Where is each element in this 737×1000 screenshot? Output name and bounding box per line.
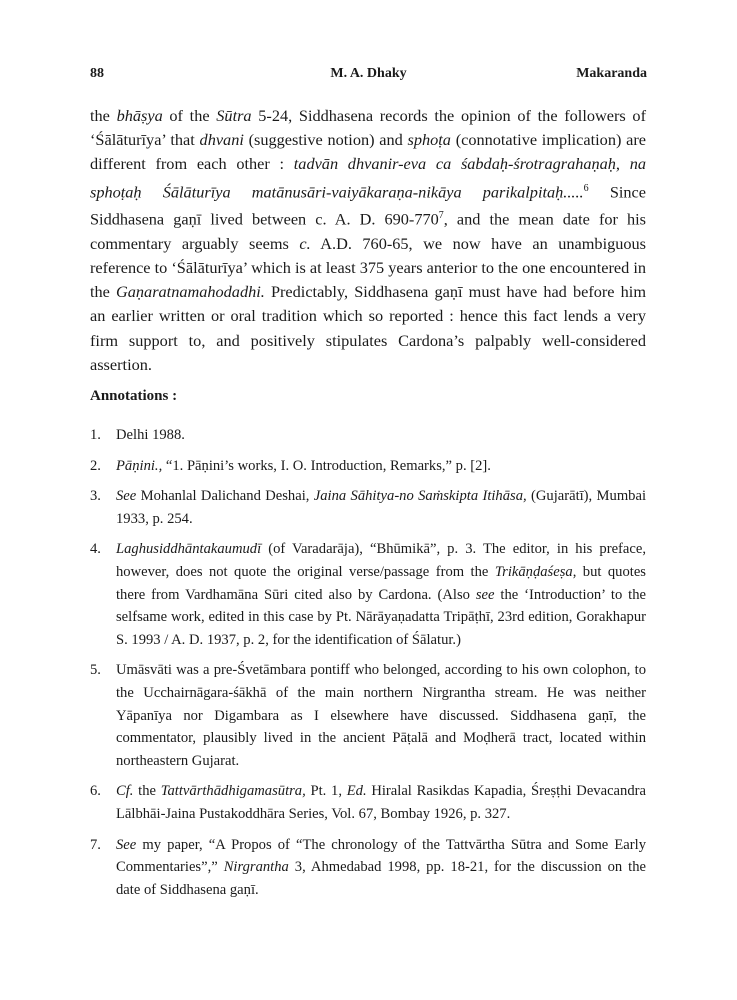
journal-name: Makaranda <box>576 66 647 81</box>
text-run: the <box>90 106 117 125</box>
italic-text: See <box>116 836 137 853</box>
paragraph-text <box>90 104 646 377</box>
text-run: Mohanlal Dalichand Deshai, <box>136 488 314 505</box>
annotation-number: 6. <box>90 783 101 800</box>
body-paragraph <box>90 104 646 377</box>
annotation-text <box>116 485 646 530</box>
annotation-item <box>90 780 646 825</box>
annotation-text <box>116 424 646 447</box>
text-run: “1. Pāṇini’s works, I. O. Introduction, Remarks,” p. [2]. <box>162 457 491 474</box>
italic-text: Tattvārthādhigamasūtra, <box>160 783 306 800</box>
annotation-text <box>116 780 646 825</box>
text-run: Umāsvāti was a pre-Śvetāmbara pontiff who belonged, according to his own colophon, to the Ucchairnāgara-śākhā of the main northern Nirgrantha stream. He was neither Yāpanīya nor Digambara as I elsewhere have discussed. Siddhasena gaṇī, the commentator, plausibly lived in the ancient Pāṭalā and Moḍherā tract, located within northeastern Gujarat. <box>116 662 646 769</box>
annotations-heading: Annotations : <box>90 388 178 404</box>
annotation-number: 3. <box>90 488 101 505</box>
annotation-item <box>90 485 646 530</box>
running-header <box>90 66 647 82</box>
italic-text: tadvān dhvanir-eva ca śabdaḥ-śrotragrahaṇaḥ, na sphoṭaḥ Śālāturīya matānusāri-vaiyākaraṇa-nikāya parikalpitaḥ..... <box>90 154 646 202</box>
text-run: 3, Ahmedabad 1998, pp. 18-21, for the discussion on the date of Siddhasena gaṇī. <box>116 859 646 898</box>
italic-text: Ed. <box>346 783 367 800</box>
italic-text: c. <box>299 233 311 253</box>
text-run: Predictably, Siddhasena gaṇī must have had before him an earlier written or oral tradition which so reported : hence this fact lends a very firm support to, and positively stipulates Cardona’s palpably well-considered assertion. <box>90 282 646 374</box>
text-run: Hiralal Rasikdas Kapadia, Śreṣṭhi Devacandra Lālbhāi-Jaina Pustakoddhāra Series, Vol. 67, Bombay 1926, p. 327. <box>116 783 646 822</box>
italic-text: Jaina Sāhitya-no Saṁskipta Itihāsa, <box>313 488 527 505</box>
text-run: of the <box>162 106 217 125</box>
text-run: , but quotes there from Vardhamāna Sūri cited also by Cardona. (Also <box>116 563 646 603</box>
italic-text: sphoṭa <box>407 130 451 150</box>
annotation-text <box>116 538 646 651</box>
annotation-text <box>116 455 646 478</box>
annotation-number: 7. <box>90 836 101 853</box>
annotation-item <box>90 424 646 447</box>
annotations-list <box>90 424 646 909</box>
annotation-number: 4. <box>90 541 101 558</box>
annotation-item <box>90 834 646 902</box>
annotation-text <box>116 659 646 772</box>
annotation-item <box>90 659 646 772</box>
text-run: (Gujarātī), Mumbai 1933, p. 254. <box>116 488 646 527</box>
footnote-ref: 7 <box>438 210 444 222</box>
annotation-item <box>90 455 646 478</box>
text-run: 5-24, Siddhasena records the opinion of the followers of ‘Śālāturīya’ that <box>90 106 646 150</box>
text-run: , and the mean date for his commentary arguably seems <box>90 209 647 253</box>
italic-text: Pāṇini., <box>116 457 163 474</box>
italic-text: Trikāṇḍaśeṣa <box>494 563 573 580</box>
text-run: (connotative implication) are different from each other : <box>90 130 646 174</box>
page-number: 88 <box>90 66 104 81</box>
annotation-number: 1. <box>90 427 101 443</box>
text-run: Pt. 1, <box>305 783 347 800</box>
text-run: Delhi 1988. <box>116 427 185 443</box>
italic-text: dhvani <box>199 130 244 150</box>
text-run: Since Siddhasena gaṇī lived between c. A. D. 690-770 <box>90 182 647 229</box>
annotation-text <box>116 834 646 902</box>
author-name: M. A. Dhaky <box>330 66 407 81</box>
italic-text: Gaṇaratnamahodadhi. <box>116 282 265 302</box>
annotation-number: 2. <box>90 457 101 474</box>
text-run: the ‘Introduction’ to the selfsame work, edited in this case by Pt. Nārāyaṇadatta Tripāṭhī, 23rd edition, Gorakhapur S. 1993 / A. D. 1937, p. 2, for the identification of Śālatur.) <box>116 586 646 648</box>
italic-text: see <box>475 586 495 603</box>
annotation-item <box>90 538 646 651</box>
text-run: A.D. 760-65, we now have an unambiguous reference to ‘Śālāturīya’ which is at least 375 years anterior to the one encountered in the <box>90 233 646 302</box>
italic-text: Laghusiddhāntakaumudī <box>116 541 262 558</box>
italic-text: Sūtra <box>216 106 252 125</box>
italic-text: See <box>116 488 137 505</box>
footnote-ref: 6 <box>583 182 589 194</box>
text-run: the <box>133 783 161 800</box>
text-run: my paper, “A Propos of “The chronology of the Tattvārtha Sūtra and Some Early Commentaries”,” <box>116 836 646 876</box>
italic-text: Cf. <box>116 783 134 800</box>
italic-text: Nirgrantha <box>223 859 289 876</box>
text-run: (suggestive notion) and <box>243 130 408 150</box>
annotation-number: 5. <box>90 662 101 679</box>
italic-text: bhāṣya <box>116 106 163 125</box>
text-run: (of Varadarāja), “Bhūmikā”, p. 3. The editor, in his preface, however, does not quote the original verse/passage from the <box>116 541 646 580</box>
